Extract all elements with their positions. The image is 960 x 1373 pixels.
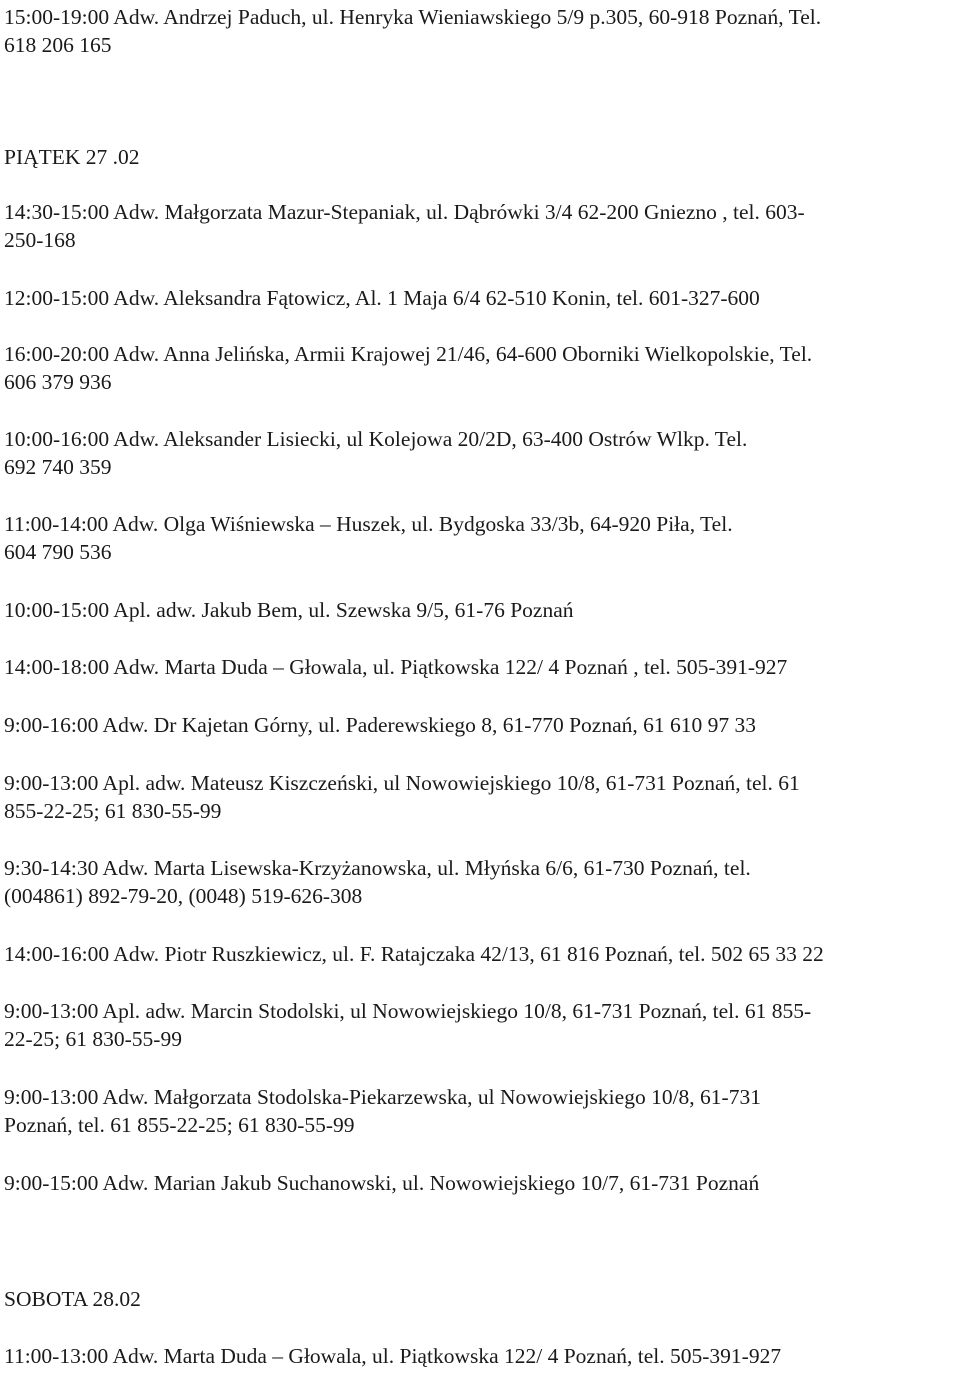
- entry-line: 692 740 359: [4, 455, 112, 479]
- entry-line: 250-168: [4, 228, 76, 252]
- entry-line: 10:00-16:00 Adw. Aleksander Lisiecki, ul Kolejowa 20/2D, 63-400 Ostrów Wlkp. Tel.: [4, 427, 748, 451]
- entry-line: 14:00-16:00 Adw. Piotr Ruszkiewicz, ul. F. Ratajczaka 42/13, 61 816 Poznań, tel. 502 65 33 22: [4, 942, 824, 966]
- day-heading: SOBOTA 28.02: [4, 1287, 141, 1311]
- entry-line: 16:00-20:00 Adw. Anna Jelińska, Armii Krajowej 21/46, 64-600 Oborniki Wielkopolskie, Tel.: [4, 342, 813, 366]
- entry-line: Poznań, tel. 61 855-22-25; 61 830-55-99: [4, 1113, 355, 1137]
- entry-line: 14:30-15:00 Adw. Małgorzata Mazur-Stepaniak, ul. Dąbrówki 3/4 62-200 Gniezno , tel. 603-: [4, 200, 805, 224]
- entry-line: 9:00-15:00 Adw. Marian Jakub Suchanowski, ul. Nowowiejskiego 10/7, 61-731 Poznań: [4, 1171, 760, 1195]
- entry-line: 12:00-15:00 Adw. Aleksandra Fątowicz, Al. 1 Maja 6/4 62-510 Konin, tel. 601-327-600: [4, 286, 760, 310]
- entry-line: 9:30-14:30 Adw. Marta Lisewska-Krzyżanowska, ul. Młyńska 6/6, 61-730 Poznań, tel.: [4, 856, 751, 880]
- entry-line: 9:00-13:00 Apl. adw. Mateusz Kiszczeński, ul Nowowiejskiego 10/8, 61-731 Poznań, tel. 61: [4, 771, 800, 795]
- entry-line: 9:00-16:00 Adw. Dr Kajetan Górny, ul. Paderewskiego 8, 61-770 Poznań, 61 610 97 33: [4, 713, 756, 737]
- entry-line: 14:00-18:00 Adw. Marta Duda – Głowala, ul. Piątkowska 122/ 4 Poznań , tel. 505-391-927: [4, 655, 788, 679]
- entry-line: 22-25; 61 830-55-99: [4, 1027, 182, 1051]
- entry-line: 9:00-13:00 Adw. Małgorzata Stodolska-Piekarzewska, ul Nowowiejskiego 10/8, 61-731: [4, 1085, 761, 1109]
- entry-line: 618 206 165: [4, 33, 112, 57]
- entry-line: 606 379 936: [4, 370, 112, 394]
- day-heading: PIĄTEK 27 .02: [4, 145, 140, 169]
- entry-line: 11:00-13:00 Adw. Marta Duda – Głowala, ul. Piątkowska 122/ 4 Poznań, tel. 505-391-927: [4, 1344, 782, 1368]
- entry-line: 11:00-14:00 Adw. Olga Wiśniewska – Huszek, ul. Bydgoska 33/3b, 64-920 Piła, Tel.: [4, 512, 733, 536]
- entry-line: 10:00-15:00 Apl. adw. Jakub Bem, ul. Szewska 9/5, 61-76 Poznań: [4, 598, 574, 622]
- entry-line: 604 790 536: [4, 540, 112, 564]
- entry-line: 15:00-19:00 Adw. Andrzej Paduch, ul. Henryka Wieniawskiego 5/9 p.305, 60-918 Poznań, Tel.: [4, 5, 822, 29]
- entry-line: 9:00-13:00 Apl. adw. Marcin Stodolski, ul Nowowiejskiego 10/8, 61-731 Poznań, tel. 61 855-: [4, 999, 812, 1023]
- entry-line: (004861) 892-79-20, (0048) 519-626-308: [4, 884, 363, 908]
- entry-line: 855-22-25; 61 830-55-99: [4, 799, 222, 823]
